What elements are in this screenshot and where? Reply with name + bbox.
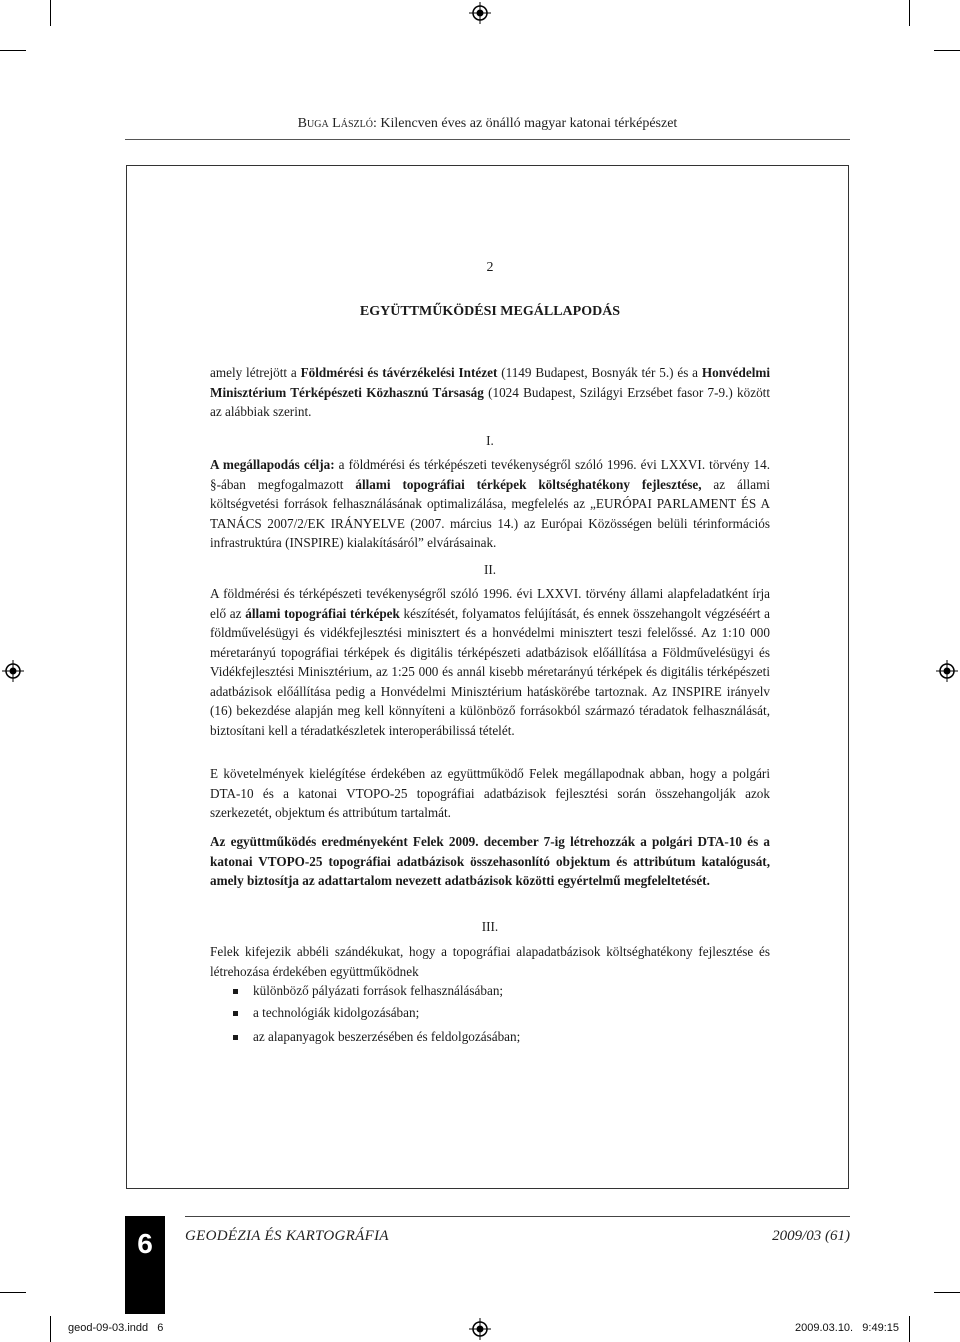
crop-mark	[909, 0, 910, 26]
running-head-author: Buga László	[297, 116, 373, 131]
registration-mark-icon	[2, 660, 24, 682]
list-item-text: az alapanyagok beszerzésében és feldolgozásában;	[253, 1029, 521, 1044]
crop-mark	[0, 50, 26, 51]
slug-timestamp: 2009.03.10. 9:49:15	[795, 1322, 899, 1334]
crop-mark	[0, 1292, 26, 1293]
bold-run: Az együttműködés eredményeként Felek 2009. december 7-ig létrehozzák a polgári DTA-10 és a katonai VTOPO-25 topográfiai adatbázisok összehasonlító objektum és attribútum katalógusát, amely biztosítja az adattartalom nevezett adatbázisok közötti egyértelmű megfeleltetését.	[210, 834, 770, 888]
list-item	[233, 1029, 733, 1045]
section-numeral: III.	[481, 919, 499, 934]
page-number-box	[125, 1216, 165, 1314]
bold-run: Honvédelmi Minisztérium Térképészeti Közhasznú Társaság	[210, 365, 771, 400]
list-item	[233, 983, 733, 999]
bold-run: állami topográfiai térképek	[245, 605, 400, 621]
text-run: a földmérési és térképészeti tevékenységről szóló 1996. évi LXXVI. törvény 14. §-ában megfogalmazott	[210, 457, 771, 492]
document-page-number: 2	[486, 260, 494, 275]
section2-paragraph-requirements: E követelmények kielégítése érdekében az együttműködő Felek megállapodnak abban, hogy a polgári DTA-10 és a katonai VTOPO-25 topográfiai adatbázisok fejlesztési során összehangolják azok szerkezetét, objektum és attribútum tartalmát.	[210, 766, 770, 820]
running-head-title: : Kilencven éves az önálló magyar katonai térképészet	[372, 116, 678, 131]
bold-run: állami topográfiai térképek költséghatékony fejlesztése,	[355, 476, 702, 492]
section2-paragraph	[210, 584, 770, 740]
crop-mark	[934, 1292, 960, 1293]
bullet-icon	[233, 989, 238, 994]
journal-issue: 2009/03 (61)	[772, 1228, 850, 1244]
bullet-icon	[233, 1011, 238, 1016]
crop-mark	[934, 50, 960, 51]
registration-mark-icon	[469, 1318, 491, 1340]
bullet-icon	[233, 1035, 238, 1040]
section1-paragraph	[210, 455, 770, 553]
page-number: 6	[137, 1228, 153, 1259]
header-rule	[125, 139, 850, 140]
list-item-text: a technológiák kidolgozásában;	[253, 1005, 420, 1020]
crop-mark	[50, 0, 51, 26]
registration-mark-icon	[469, 2, 491, 24]
crop-mark	[50, 1316, 51, 1342]
text-run: amely létrejött a	[210, 365, 301, 380]
journal-name: GEODÉZIA ÉS KARTOGRÁFIA	[185, 1228, 389, 1244]
list-item-text: különböző pályázati források felhasználásában;	[253, 983, 504, 998]
text-run: (1149 Budapest, Bosnyák tér 5.) és a	[497, 365, 702, 380]
document-heading: EGYÜTTMŰKÖDÉSI MEGÁLLAPODÁS	[359, 304, 621, 319]
registration-mark-icon	[936, 660, 958, 682]
bold-run: Földmérési és távérzékelési Intézet	[300, 365, 498, 380]
bold-run: A megállapodás célja:	[210, 457, 335, 472]
text-run: A földmérési és térképészeti tevékenységről szóló 1996. évi LXXVI. törvény állami alapfeladatként írja elő az	[210, 586, 770, 621]
slug-file: geod-09-03.indd 6	[68, 1322, 164, 1334]
text-run: (1024 Budapest, Szilágyi Erzsébet fasor 7-9.) között az alábbiak szerint.	[210, 384, 770, 419]
list-item	[233, 1005, 733, 1021]
section-numeral: II.	[483, 562, 497, 577]
text-run: az állami költségvetési források felhasználásának optimalizálása, megfelelés az „EURÓPAI PARLAMENT ÉS A TANÁCS 2007/2/EK IRÁNYELVE (2007. március 14.) az Európai Közösségen belüli térinformációs infrastruktúra (INSPIRE) kialakításáról” elvárásainak.	[210, 476, 770, 550]
footer-rule	[185, 1216, 850, 1217]
section2-result-paragraph	[210, 832, 770, 891]
intro-paragraph	[210, 363, 770, 422]
running-head	[125, 116, 850, 132]
section-numeral: I.	[486, 433, 494, 448]
text-run: készítését, folyamatos felújítását, és ennek összehangolt végzéséért a földművelésügyi és vidékfejlesztési minisztert és a honvédelmi minisztert teszi felelőssé. Az 1:10 000 méretarányú topográfiai térképek és digitális térképészeti adatbázisok előállítása a Földművelésügyi és Vidékfejlesztési Minisztérium, az 1:25 000 és annál kisebb méretarányú térképek és digitális térképészeti adatbázisok előállítása pedig a Honvédelmi Minisztérium hatáskörébe tartoznak. Az INSPIRE irányelv (16) bekezdése alapján meg kell könnyíteni a különböző forrásokból származó téradatok felhasználását, biztosítani kell a téradatkészletek interoperábilissá tételét.	[210, 605, 770, 738]
crop-mark	[909, 1316, 910, 1342]
section3-paragraph: Felek kifejezik abbéli szándékukat, hogy a topográfiai alapadatbázisok költséghatékony fejlesztése és létrehozása érdekében együttműködnek	[210, 944, 770, 979]
